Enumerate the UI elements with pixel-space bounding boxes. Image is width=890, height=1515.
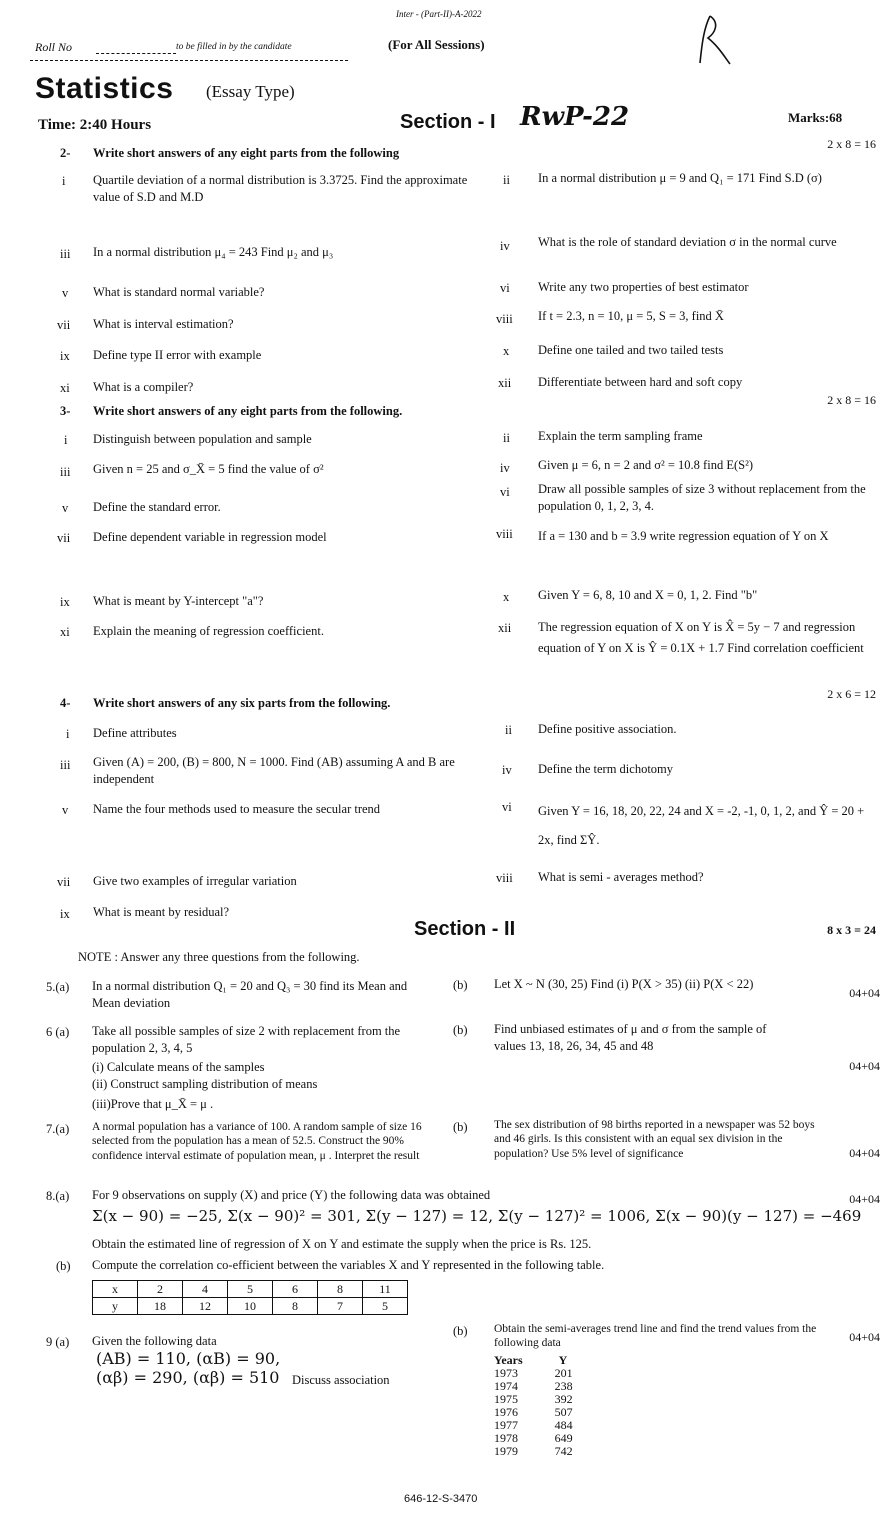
q4-left-num-9: ix <box>60 907 70 921</box>
q8a-formula: Σ(x − 90) = −25, Σ(x − 90)² = 301, Σ(y − 127) = 12, Σ(y − 127)² = 1006, Σ(x − 90)(y − 127) = −469 <box>92 1207 862 1225</box>
table-cell: 1978 <box>494 1431 518 1445</box>
q4-left-num-7: vii <box>57 875 71 889</box>
table-header-x: x <box>93 1281 138 1298</box>
q8a-text-2: Obtain the estimated line of regression of X on Y and estimate the supply when the price is Rs. 125. <box>92 1237 592 1251</box>
q7b-text: The sex distribution of 98 births reported in a newspaper was 52 boys and 46 girls. Is this consistent with an equal sex division in the population? Use 5% level of significance <box>494 1119 815 1160</box>
q3-left-item-11: Explain the meaning of regression coefficient. <box>93 624 324 638</box>
q3-marks: 2 x 8 = 16 <box>827 393 876 407</box>
table-cell: 507 <box>554 1405 573 1419</box>
handwritten-note: RwP-22 <box>520 102 630 132</box>
q7a-text: A normal population has a variance of 100. A random sample of size 16 selected from the population has a mean of 52.5. Construct the 90% confidence interval estimate of population mean, μ . Interpret the result <box>92 1121 422 1162</box>
q4-right-item-8: What is semi - averages method? <box>538 870 704 884</box>
q4-left-item-1: Define attributes <box>93 726 177 740</box>
q8-marks: 04+04 <box>849 1192 880 1206</box>
q3-title: Write short answers of any eight parts from the following. <box>93 404 403 418</box>
section-2-marks: 8 x 3 = 24 <box>827 923 876 937</box>
q2-right-item-4: What is the role of standard deviation σ in the normal curve <box>538 235 837 249</box>
q6b-text: Find unbiased estimates of μ and σ from the sample of values 13, 18, 26, 34, 45 and 48 <box>494 1022 767 1053</box>
q3-left-num-11: xi <box>60 625 70 639</box>
table-cell: 1975 <box>494 1392 518 1406</box>
q9a-tail: Discuss association <box>292 1373 390 1387</box>
q3-right-item-12: The regression equation of X on Y is X̂ = 5y − 7 and regression equation of Y on X is Ŷ = 0.1X + 1.7 Find correlation coefficient <box>538 620 864 656</box>
q4-left-item-9: What is meant by residual? <box>93 905 230 919</box>
table-header-y: Y <box>558 1353 568 1367</box>
q6b-number: (b) <box>453 1023 468 1037</box>
q8b-data-table <box>92 1280 408 1315</box>
table-cell: 10 <box>228 1298 273 1315</box>
q9a-line-2: (αβ) = 290, (αβ) = 510 <box>96 1368 280 1387</box>
page-subtitle: (Essay Type) <box>206 82 295 101</box>
table-cell: 1973 <box>494 1366 518 1380</box>
q6-marks: 04+04 <box>849 1059 880 1073</box>
q2-right-item-8: If t = 2.3, n = 10, μ = 5, S = 3, find X̄ <box>538 309 724 323</box>
q2-right-num-2: ii <box>503 173 510 187</box>
table-cell: 1976 <box>494 1405 518 1419</box>
q4-right-item-6: Given Y = 16, 18, 20, 22, 24 and X = -2, -1, 0, 1, 2, and Ŷ = 20 + 2x, find ΣŶ. <box>538 804 865 847</box>
table-cell: 5 <box>228 1281 273 1298</box>
section-2-note: NOTE : Answer any three questions from the following. <box>78 950 360 964</box>
q3-right-num-2: ii <box>503 431 510 445</box>
q6a-part-i: (i) Calculate means of the samples <box>92 1060 265 1074</box>
q3-left-num-3: iii <box>60 465 71 479</box>
q4-left-num-5: v <box>62 803 69 817</box>
q4-left-item-5: Name the four methods used to measure the secular trend <box>93 802 381 816</box>
q2-right-item-12: Differentiate between hard and soft copy <box>538 375 743 389</box>
q2-right-item-10: Define one tailed and two tailed tests <box>538 343 724 357</box>
q3-right-num-8: viii <box>496 527 513 541</box>
q4-marks: 2 x 6 = 12 <box>827 687 876 701</box>
table-cell: 6 <box>273 1281 318 1298</box>
q9b-years-table <box>494 1354 585 1458</box>
q3-left-num-5: v <box>62 501 69 515</box>
q2-left-item-1: Quartile deviation of a normal distribution is 3.3725. Find the approximate value of S.D and M.D <box>93 173 468 204</box>
q3-right-item-2: Explain the term sampling frame <box>538 429 703 443</box>
roll-no-underline <box>30 60 348 61</box>
q2-left-num-9: ix <box>60 349 70 363</box>
table-cell: 201 <box>554 1366 573 1380</box>
q2-right-item-2: In a normal distribution μ = 9 and Q₁ = 171 Find S.D (σ) <box>538 171 822 185</box>
q2-left-num-1: i <box>62 174 66 188</box>
q9a-line-1: (AB) = 110, (αB) = 90, <box>96 1349 281 1368</box>
q8b-number: (b) <box>56 1259 71 1273</box>
table-row <box>93 1298 408 1315</box>
q7-marks: 04+04 <box>849 1146 880 1160</box>
q9a-text: Given the following data <box>92 1334 217 1348</box>
q8a-number: 8.(a) <box>46 1189 70 1203</box>
q4-right-num-2: ii <box>505 723 512 737</box>
q5b-number: (b) <box>453 978 468 992</box>
time-label: Time: 2:40 Hours <box>38 117 152 133</box>
table-cell: 11 <box>363 1281 408 1298</box>
table-cell: 12 <box>183 1298 228 1315</box>
table-cell: 8 <box>273 1298 318 1315</box>
q9-marks: 04+04 <box>849 1330 880 1344</box>
table-cell: 8 <box>318 1281 363 1298</box>
q6a-text: Take all possible samples of size 2 with replacement from the population 2, 3, 4, 5 <box>92 1024 401 1055</box>
roll-no-label: Roll No <box>35 40 73 54</box>
q2-marks: 2 x 8 = 16 <box>827 137 876 151</box>
roll-no-field <box>96 53 176 54</box>
q2-right-num-6: vi <box>500 281 510 295</box>
table-cell: 742 <box>554 1444 573 1458</box>
q4-title: Write short answers of any six parts from the following. <box>93 696 391 710</box>
table-cell: 392 <box>554 1392 573 1406</box>
q2-left-item-11: What is a compiler? <box>93 380 194 394</box>
q6a-part-iii: (iii)Prove that μ_X̄ = μ . <box>92 1097 214 1111</box>
q2-left-item-7: What is interval estimation? <box>93 317 234 331</box>
q3-right-num-4: iv <box>500 461 510 475</box>
table-cell: 7 <box>318 1298 363 1315</box>
table-cell: 484 <box>554 1418 573 1432</box>
q9b-text: Obtain the semi-averages trend line and find the trend values from the following data <box>494 1323 817 1350</box>
roll-no-hint: to be filled in by the candidate <box>176 42 292 52</box>
sessions-label: (For All Sessions) <box>388 37 485 52</box>
q2-title: Write short answers of any eight parts from the following <box>93 146 400 160</box>
q4-right-num-6: vi <box>502 800 512 814</box>
q8a-text: For 9 observations on supply (X) and price (Y) the following data was obtained <box>92 1188 491 1202</box>
table-cell: 2 <box>138 1281 183 1298</box>
q2-left-item-9: Define type II error with example <box>93 348 262 362</box>
q2-right-item-6: Write any two properties of best estimator <box>538 280 749 294</box>
paper-code: Inter - (Part-II)-A-2022 <box>396 9 482 19</box>
table-cell: 649 <box>554 1431 573 1445</box>
q8b-text: Compute the correlation co-efficient between the variables X and Y represented in the following table. <box>92 1258 605 1272</box>
q2-left-num-11: xi <box>60 381 70 395</box>
table-cell: 238 <box>554 1379 573 1393</box>
q4-left-num-1: i <box>66 727 70 741</box>
q3-number: 3- <box>60 404 71 418</box>
q4-left-num-3: iii <box>60 758 71 772</box>
q2-left-item-5: What is standard normal variable? <box>93 285 265 299</box>
q2-left-num-7: vii <box>57 318 71 332</box>
table-row <box>494 1445 585 1458</box>
table-header-y: y <box>93 1298 138 1315</box>
table-row <box>93 1281 408 1298</box>
q2-right-num-12: xii <box>498 376 512 390</box>
q3-left-item-3: Given n = 25 and σ_X̄ = 5 find the value of σ² <box>93 462 324 476</box>
q3-right-num-6: vi <box>500 485 510 499</box>
q7a-number: 7.(a) <box>46 1122 70 1136</box>
q3-left-item-7: Define dependent variable in regression model <box>93 530 327 544</box>
table-cell: 18 <box>138 1298 183 1315</box>
q6a-part-ii: (ii) Construct sampling distribution of means <box>92 1077 318 1091</box>
q2-left-num-5: v <box>62 286 69 300</box>
table-cell: 5 <box>363 1298 408 1315</box>
q3-left-num-9: ix <box>60 595 70 609</box>
q3-left-item-1: Distinguish between population and sample <box>93 432 312 446</box>
q7b-number: (b) <box>453 1120 468 1134</box>
footer-code: 646-12-S-3470 <box>404 1493 478 1505</box>
q4-right-num-8: viii <box>496 871 513 885</box>
q2-left-item-3: In a normal distribution μ₄ = 243 Find μ₂ and μ₃ <box>93 245 334 259</box>
q2-right-num-8: viii <box>496 312 513 326</box>
q3-left-num-1: i <box>64 433 68 447</box>
total-marks: Marks:68 <box>788 110 843 125</box>
table-cell: 4 <box>183 1281 228 1298</box>
q5-marks: 04+04 <box>849 986 880 1000</box>
table-cell: 1977 <box>494 1418 518 1432</box>
q3-right-item-4: Given μ = 6, n = 2 and σ² = 10.8 find E(S²) <box>538 458 753 472</box>
q4-left-item-3: Given (A) = 200, (B) = 800, N = 1000. Find (AB) assuming A and B are independent <box>93 755 455 786</box>
q3-right-item-8: If a = 130 and b = 3.9 write regression equation of Y on X <box>538 529 829 543</box>
table-header-years: Years <box>494 1353 523 1367</box>
q4-left-item-7: Give two examples of irregular variation <box>93 874 297 888</box>
section-2-title: Section - II <box>414 918 516 940</box>
q3-right-num-10: x <box>503 590 510 604</box>
section-1-title: Section - I <box>400 111 496 133</box>
q2-left-num-3: iii <box>60 247 71 261</box>
q5b-text: Let X ~ N (30, 25) Find (i) P(X > 35) (ii) P(X < 22) <box>494 977 754 991</box>
q9a-number: 9 (a) <box>46 1335 70 1349</box>
page-title: Statistics <box>35 72 174 105</box>
q2-right-num-10: x <box>503 344 510 358</box>
q9b-number: (b) <box>453 1324 468 1338</box>
q4-number: 4- <box>60 696 71 710</box>
q2-number: 2- <box>60 146 71 160</box>
table-cell: 1974 <box>494 1379 518 1393</box>
q5a-text: In a normal distribution Q₁ = 20 and Q₃ = 30 find its Mean and Mean deviation <box>92 979 408 1010</box>
q6a-number: 6 (a) <box>46 1025 70 1039</box>
q4-right-item-2: Define positive association. <box>538 722 677 736</box>
q4-right-item-4: Define the term dichotomy <box>538 762 674 776</box>
q3-right-item-6: Draw all possible samples of size 3 without replacement from the population 0, 1, 2, 3, 4. <box>538 482 866 513</box>
signature-mark <box>690 8 740 68</box>
q3-right-num-12: xii <box>498 621 512 635</box>
q3-left-item-9: What is meant by Y-intercept "a"? <box>93 594 264 608</box>
q2-right-num-4: iv <box>500 239 510 253</box>
q4-right-num-4: iv <box>502 763 512 777</box>
table-cell: 1979 <box>494 1444 518 1458</box>
q5a-number: 5.(a) <box>46 980 70 994</box>
q3-left-num-7: vii <box>57 531 71 545</box>
q3-left-item-5: Define the standard error. <box>93 500 221 514</box>
q3-right-item-10: Given Y = 6, 8, 10 and X = 0, 1, 2. Find "b" <box>538 588 758 602</box>
